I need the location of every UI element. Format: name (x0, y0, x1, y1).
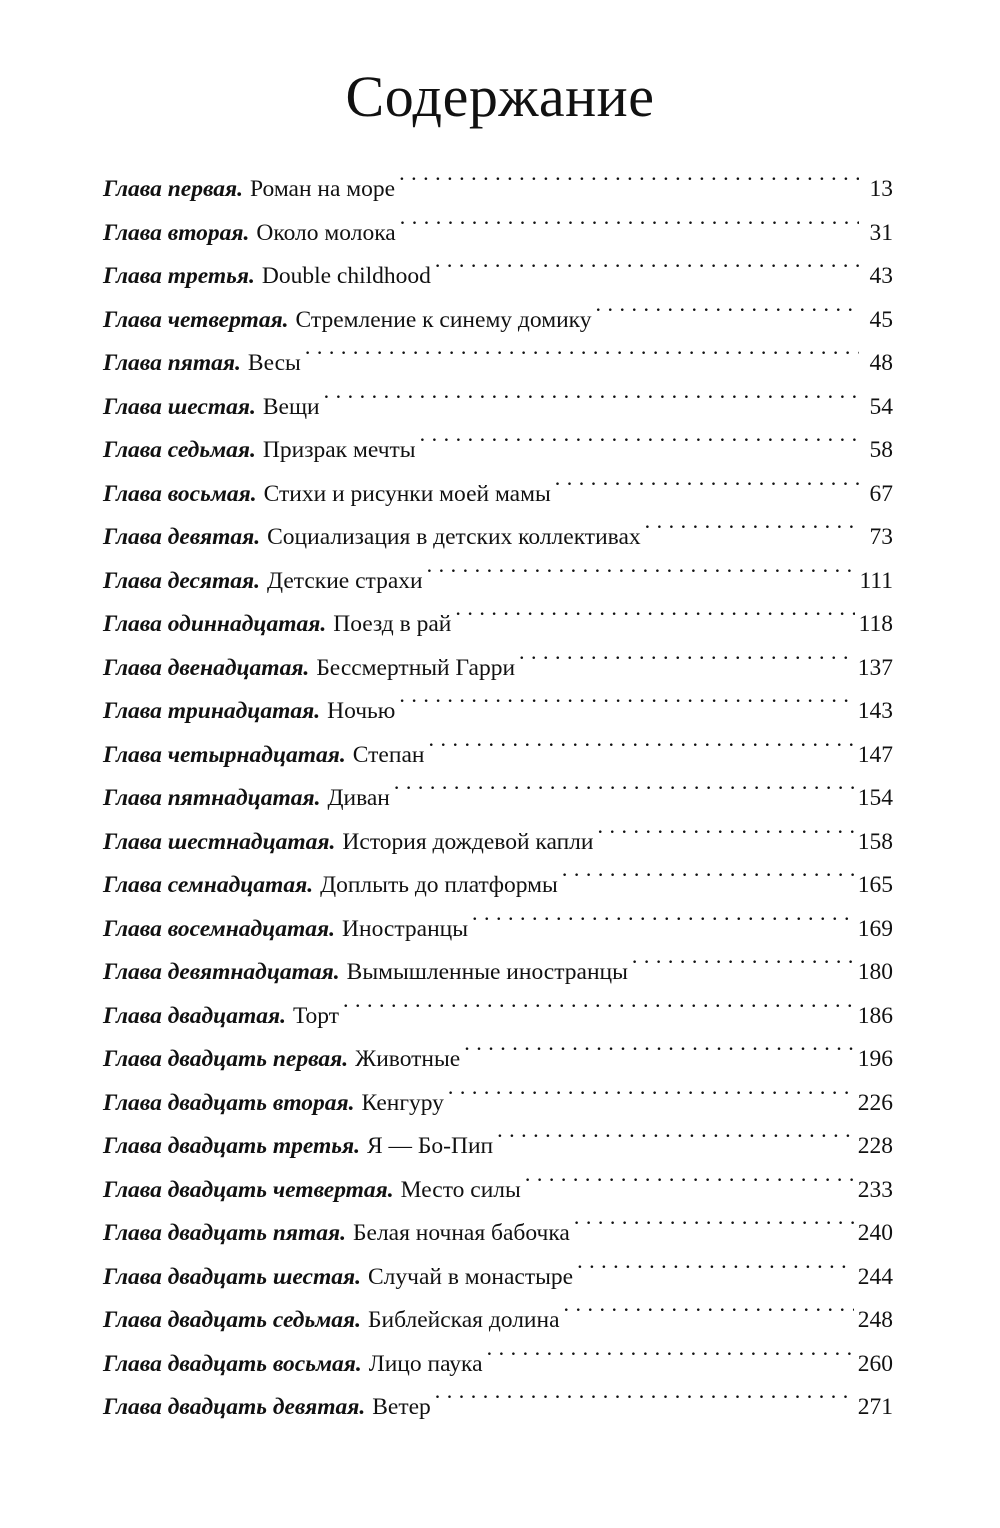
chapter-number: Глава семнадцатая. (103, 872, 314, 898)
chapter-title: Место силы (400, 1176, 521, 1203)
chapter-title: Лицо паука (368, 1350, 483, 1377)
toc-entry[interactable] (103, 864, 893, 908)
chapter-number: Глава пятая. (103, 350, 241, 376)
page-number: 48 (869, 350, 893, 376)
page-number: 43 (869, 263, 893, 289)
dot-leader (574, 1217, 854, 1241)
toc-entry[interactable] (103, 1169, 893, 1213)
chapter-number: Глава двенадцатая. (103, 654, 310, 681)
dot-leader (497, 1130, 854, 1154)
dot-leader (399, 695, 853, 719)
dot-leader (428, 738, 853, 762)
chapter-number: Глава восемнадцатая. (103, 915, 336, 942)
page-number: 137 (857, 654, 893, 681)
chapter-title: Животные (355, 1046, 461, 1072)
chapter-number: Глава четвертая. (103, 306, 289, 333)
page-number: 13 (869, 176, 893, 202)
toc-entry[interactable] (103, 995, 893, 1039)
toc-entry[interactable] (103, 1386, 893, 1430)
chapter-title: Диван (327, 785, 390, 811)
toc-entry[interactable] (103, 1125, 893, 1169)
table-of-contents (103, 168, 893, 1430)
page-number: 196 (857, 1046, 893, 1072)
dot-leader (525, 1173, 854, 1197)
chapter-number: Глава двадцать первая. (103, 1046, 349, 1072)
toc-entry[interactable] (103, 1082, 893, 1126)
toc-entry[interactable] (103, 1256, 893, 1300)
dot-leader (420, 434, 859, 458)
page-number: 54 (869, 393, 893, 420)
chapter-title: Около молока (256, 219, 396, 246)
chapter-number: Глава двадцать четвертая. (103, 1176, 394, 1203)
chapter-title: Иностранцы (342, 915, 469, 942)
dot-leader (562, 869, 854, 893)
chapter-title: Торт (292, 1002, 340, 1029)
chapter-title: Бессмертный Гарри (316, 654, 516, 681)
chapter-number: Глава двадцать шестая. (103, 1263, 361, 1290)
chapter-number: Глава шестнадцатая. (103, 828, 336, 855)
page-number: 147 (857, 741, 893, 768)
page-number: 58 (869, 437, 893, 463)
chapter-number: Глава двадцать вторая. (103, 1089, 355, 1116)
chapter-number: Глава вторая. (103, 219, 250, 246)
chapter-title: Кенгуру (361, 1089, 444, 1116)
dot-leader (487, 1347, 854, 1371)
dot-leader (305, 347, 859, 371)
chapter-number: Глава шестая. (103, 393, 256, 420)
toc-entry[interactable] (103, 299, 893, 343)
dot-leader (435, 1391, 854, 1415)
chapter-number: Глава седьмая. (103, 437, 256, 463)
page-number: 45 (869, 306, 893, 333)
toc-entry[interactable] (103, 1212, 893, 1256)
toc-entry[interactable] (103, 255, 893, 299)
page-number: 73 (869, 524, 893, 550)
dot-leader (448, 1086, 854, 1110)
chapter-number: Глава двадцать третья. (103, 1133, 360, 1159)
page-number: 111 (859, 567, 893, 594)
toc-entry[interactable] (103, 516, 893, 560)
chapter-title: Стремление к синему домику (295, 306, 592, 333)
page-number: 118 (858, 611, 893, 637)
toc-entry[interactable] (103, 690, 893, 734)
toc-entry[interactable] (103, 777, 893, 821)
toc-entry[interactable] (103, 212, 893, 256)
chapter-number: Глава пятнадцатая. (103, 785, 321, 811)
chapter-title: Вещи (262, 393, 320, 420)
dot-leader (519, 651, 854, 675)
chapter-number: Глава двадцатая. (103, 1002, 286, 1029)
chapter-number: Глава восьмая. (103, 480, 257, 507)
chapter-title: Доплыть до платформы (320, 872, 558, 898)
toc-entry[interactable] (103, 1299, 893, 1343)
toc-entry[interactable] (103, 429, 893, 473)
chapter-number: Глава девятнадцатая. (103, 959, 340, 985)
toc-entry[interactable] (103, 908, 893, 952)
chapter-number: Глава двадцать девятая. (103, 1394, 366, 1420)
chapter-title: Социализация в детских коллективах (267, 524, 641, 550)
chapter-title: Весы (247, 350, 301, 376)
page-number: 226 (857, 1089, 893, 1116)
page-number: 31 (869, 219, 893, 246)
chapter-title: Я — Бо-Пип (367, 1133, 494, 1159)
chapter-number: Глава девятая. (103, 524, 261, 550)
dot-leader (427, 564, 856, 588)
dot-leader (645, 521, 859, 545)
chapter-number: Глава третья. (103, 263, 255, 289)
chapter-title: Стихи и рисунки моей мамы (263, 480, 551, 507)
chapter-number: Глава тринадцатая. (103, 698, 321, 724)
toc-entry[interactable] (103, 647, 893, 691)
dot-leader (400, 216, 859, 240)
chapter-title: История дождевой капли (342, 828, 594, 855)
toc-entry[interactable] (103, 951, 893, 995)
toc-entry[interactable] (103, 342, 893, 386)
chapter-number: Глава двадцать седьмая. (103, 1307, 362, 1333)
page-number: 244 (857, 1263, 893, 1290)
dot-leader (472, 912, 854, 936)
chapter-title: Детские страхи (267, 567, 423, 594)
dot-leader (399, 173, 859, 197)
chapter-title: Double childhood (261, 263, 431, 289)
dot-leader (598, 825, 854, 849)
chapter-number: Глава четырнадцатая. (103, 741, 346, 768)
page-number: 186 (857, 1002, 893, 1029)
toc-entry[interactable] (103, 560, 893, 604)
dot-leader (577, 1260, 854, 1284)
page-number: 233 (857, 1176, 893, 1203)
chapter-title: Библейская долина (368, 1307, 560, 1333)
dot-leader (595, 303, 859, 327)
toc-entry[interactable] (103, 1038, 893, 1082)
chapter-title: Призрак мечты (262, 437, 416, 463)
chapter-title: Ветер (372, 1394, 431, 1420)
chapter-number: Глава одиннадцатая. (103, 611, 327, 637)
toc-entry[interactable] (103, 386, 893, 430)
chapter-title: Случай в монастыре (367, 1263, 574, 1290)
toc-entry[interactable] (103, 473, 893, 517)
chapter-number: Глава десятая. (103, 567, 261, 594)
page-number: 260 (857, 1350, 893, 1377)
dot-leader (632, 956, 854, 980)
toc-entry[interactable] (103, 1343, 893, 1387)
page-number: 271 (857, 1394, 893, 1420)
page-number: 143 (857, 698, 893, 724)
chapter-title: Роман на море (250, 176, 396, 202)
page-title: Содержание (345, 64, 655, 129)
page-number: 228 (857, 1133, 893, 1159)
chapter-number: Глава двадцать пятая. (103, 1220, 347, 1246)
page-number: 180 (857, 959, 893, 985)
dot-leader (564, 1304, 854, 1328)
toc-entry[interactable] (103, 734, 893, 778)
chapter-title: Ночью (327, 698, 396, 724)
dot-leader (464, 1043, 854, 1067)
page-number: 169 (857, 915, 893, 942)
toc-entry[interactable] (103, 821, 893, 865)
dot-leader (455, 608, 854, 632)
toc-entry[interactable] (103, 603, 893, 647)
toc-entry[interactable] (103, 168, 893, 212)
page-number: 165 (857, 872, 893, 898)
page-number: 248 (857, 1307, 893, 1333)
page-number: 158 (857, 828, 893, 855)
page-number: 240 (857, 1220, 893, 1246)
chapter-title: Вымышленные иностранцы (346, 959, 628, 985)
chapter-number: Глава первая. (103, 176, 244, 202)
dot-leader (555, 477, 859, 501)
dot-leader (435, 260, 859, 284)
dot-leader (324, 390, 859, 414)
dot-leader (343, 999, 854, 1023)
chapter-title: Поезд в рай (333, 611, 452, 637)
chapter-number: Глава двадцать восьмая. (103, 1350, 362, 1377)
chapter-title: Белая ночная бабочка (353, 1220, 570, 1246)
chapter-title: Степан (352, 741, 425, 768)
page-number: 154 (857, 785, 893, 811)
page-number: 67 (869, 480, 893, 507)
dot-leader (394, 782, 854, 806)
